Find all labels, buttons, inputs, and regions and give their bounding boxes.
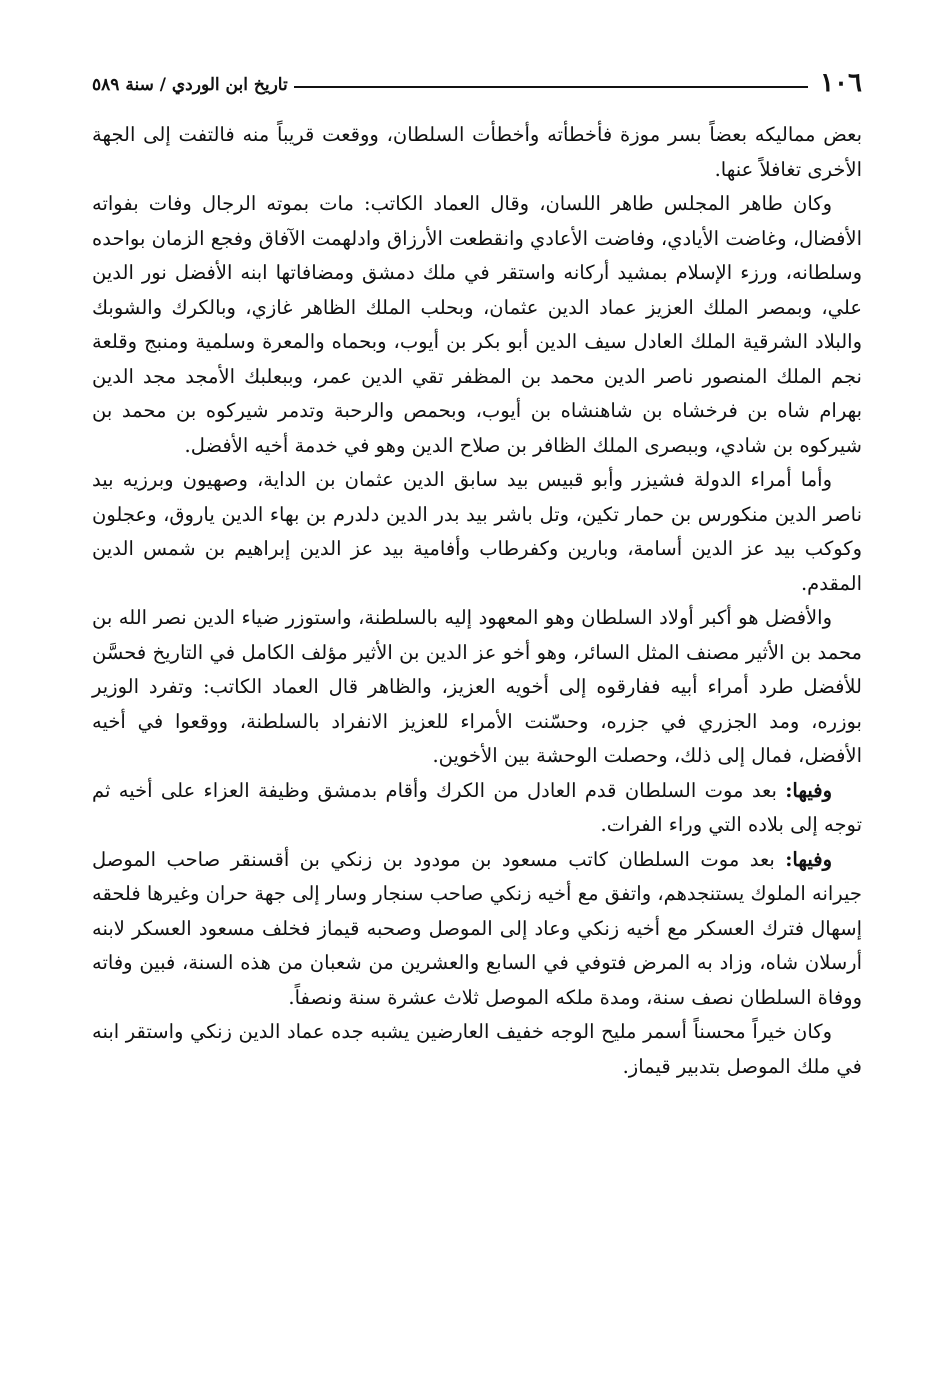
- page-number: ١٠٦: [820, 68, 862, 98]
- paragraph-lead: وفيها:: [785, 778, 832, 802]
- paragraph-adil: [92, 774, 862, 843]
- paragraph-lead: وفيها:: [785, 847, 832, 871]
- page-header: [92, 58, 862, 98]
- paragraph-text: بعض مماليكه بعضاً بسر موزة فأخطأته وأخطأت السلطان، ووقعت قريباً منه فالتفت إلى الجهة الأخرى تغافلاً عنها.: [92, 123, 862, 181]
- paragraph-text: وكان خيراً محسناً أسمر مليح الوجه خفيف العارضين يشبه جده عماد الدين زنكي واستقر ابنه في ملك الموصل بتدبير قيماز.: [92, 1020, 862, 1078]
- page-body: [92, 118, 862, 1084]
- paragraph-text: بعد موت السلطان قدم العادل من الكرك وأقام بدمشق وظيفة العزاء على أخيه ثم توجه إلى بلاده التي وراء الفرات.: [92, 778, 862, 836]
- paragraph-text: بعد موت السلطان كاتب مسعود بن مودود بن زنكي بن أقسنقر صاحب الموصل جيرانه الملوك يستنجدهم، واتفق مع أخيه زنكي صاحب سنجار وسار إلى جهة حران وغيرها فلحقه إسهال فترك العسكر مع أخيه زنكي وعاد إلى الموصل وصحبه قيماز فخلف مسعود العسكر لابنه أرسلان شاه، وزاد به المرض فتوفي في السابع والعشرين من شعبان من هذه السنة، فبين وفاته ووفاة السلطان نصف سنة، ومدة ملكه الموصل ثلاث عشرة سنة ونصفاً.: [92, 847, 862, 1009]
- header-rule: [294, 86, 808, 88]
- paragraph-continuation: [92, 118, 862, 187]
- paragraph-text: والأفضل هو أكبر أولاد السلطان وهو المعهود إليه بالسلطنة، واستوزر ضياء الدين نصر الله بن محمد بن الأثير مصنف المثل السائر، وهو أخو عز الدين بن الأثير مؤلف الكامل في التاريخ فحسَّن للأفضل طرد أمراء أبيه ففارقوه إلى أخويه العزيز، والظاهر قال العماد الكاتب: وتفرد الوزير بوزره، ومد الجزري في جزره، وحسّنت الأمراء للعزيز الانفراد بالسلطنة، ووقعوا في أخيه الأفضل، فمال إلى ذلك، وحصلت الوحشة بين الأخوين.: [92, 606, 862, 767]
- paragraph-emirs: [92, 463, 862, 601]
- paragraph-death-eulogy: [92, 187, 862, 463]
- paragraph-text: وأما أمراء الدولة فشيزر وأبو قبيس بيد سابق الدين عثمان بن الداية، وصهيون وبرزيه بيد ناصر الدين منكورس بن حمار تكين، وتل باشر بيد بدر الدين دلدرم بن بهاء الدين ياروق، وعجلون وكوكب بيد عز الدين أسامة، وبارين وكفرطاب وأفامية بيد عز الدين إبراهيم بن شمس الدين المقدم.: [92, 468, 862, 595]
- paragraph-afdal: [92, 601, 862, 774]
- paragraph-text: وكان طاهر المجلس طاهر اللسان، وقال العماد الكاتب: مات بموته الرجال وفات بفواته الأفضال، وغاضت الأيادي، وفاضت الأعادي وانقطعت الأرزاق وادلهمت الآفاق وفجع الزمان بواحده وسلطانه، ورزء الإسلام بمشيد أركانه واستقر في ملك دمشق ومضافاتها ابنه الأفضل نور الدين علي، وبمصر الملك العزيز عماد الدين عثمان، وبحلب الملك الظاهر غازي، وبالكرك والشوبك والبلاد الشرقية الملك العادل سيف الدين أبو بكر بن أيوب، وبحماه والمعرة وسلمية ومنبج وقلعة نجم الملك المنصور ناصر الدين محمد بن المظفر تقي الدين عمر، وببعلبك الأمجد مجد الدين بهرام شاه بن فرخشاه بن شاهنشاه بن أيوب، وبحمص والرحبة وتدمر شيركوه بن محمد بن شيركوه بن شادي، وببصرى الملك الظافر بن صلاح الدين وهو في خدمة أخيه الأفضل.: [92, 192, 862, 457]
- paragraph-masud-description: [92, 1015, 862, 1084]
- paragraph-masud: [92, 843, 862, 1016]
- running-title: تاريخ ابن الوردي / سنة ٥٨٩: [92, 75, 288, 95]
